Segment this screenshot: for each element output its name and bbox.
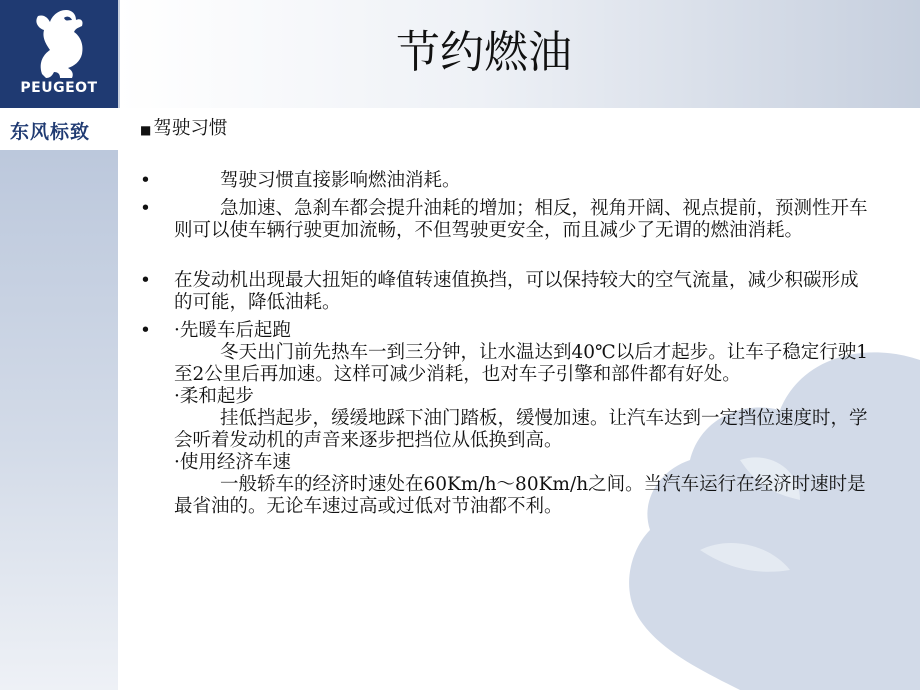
section-heading [140,118,227,141]
bullet-dot: • [140,198,151,219]
tip-label: ·使用经济车速 [174,452,291,473]
section-heading-text: 驾驶习惯 [153,118,228,139]
bullet-text: 驾驶习惯直接影响燃油消耗。 [220,170,461,191]
tip-body: 挂低挡起步，缓缓地踩下油门踏板，缓慢加速。让汽车达到一定挡位速度时，学会听着发动机的声音来逐步把挡位从低换到高。 [174,408,868,451]
bullet-text: 在发动机出现最大扭矩的峰值转速值换挡，可以保持较大的空气流量，减少积碳形成的可能，降低油耗。 [174,270,859,313]
bullet-item [140,170,875,192]
bullet-item-tips [140,320,875,518]
heading-square-marker: ■ [140,123,152,137]
slide-title: 节约燃油 [396,27,572,78]
tip-body: 冬天出门前先热车一到三分钟，让水温达到40℃以后才起步。让车子稳定行驶1至2公里后再加速。这样可减少消耗，也对车子引擎和部件都有好处。 [174,342,869,385]
bullet-dot: • [140,320,151,341]
bullet-item [140,198,875,242]
title-band-divider [118,0,120,108]
brand-chinese-name: 东风标致 [10,121,91,143]
left-decorative-strip [0,150,118,690]
bullet-text: 急加速、急刹车都会提升油耗的增加；相反，视角开阔、视点提前，预测性开车则可以使车辆行驶更加流畅，不但驾驶更安全，而且减少了无谓的燃油消耗。 [174,198,868,241]
peugeot-lion-icon [20,4,100,80]
bullet-dot: • [140,270,151,291]
tip-label: ·柔和起步 [174,386,254,407]
tip-body: 一般轿车的经济时速处在60Km/h～80Km/h之间。当汽车运行在经济时速时是最省油的。无论车速过高或过低对节油都不利。 [174,474,866,517]
bullet-item [140,270,875,314]
brand-name: PEUGEOT [20,80,98,96]
peugeot-logo [0,0,118,108]
tip-label: ·先暖车后起跑 [174,320,291,341]
bullet-dot: • [140,170,151,191]
